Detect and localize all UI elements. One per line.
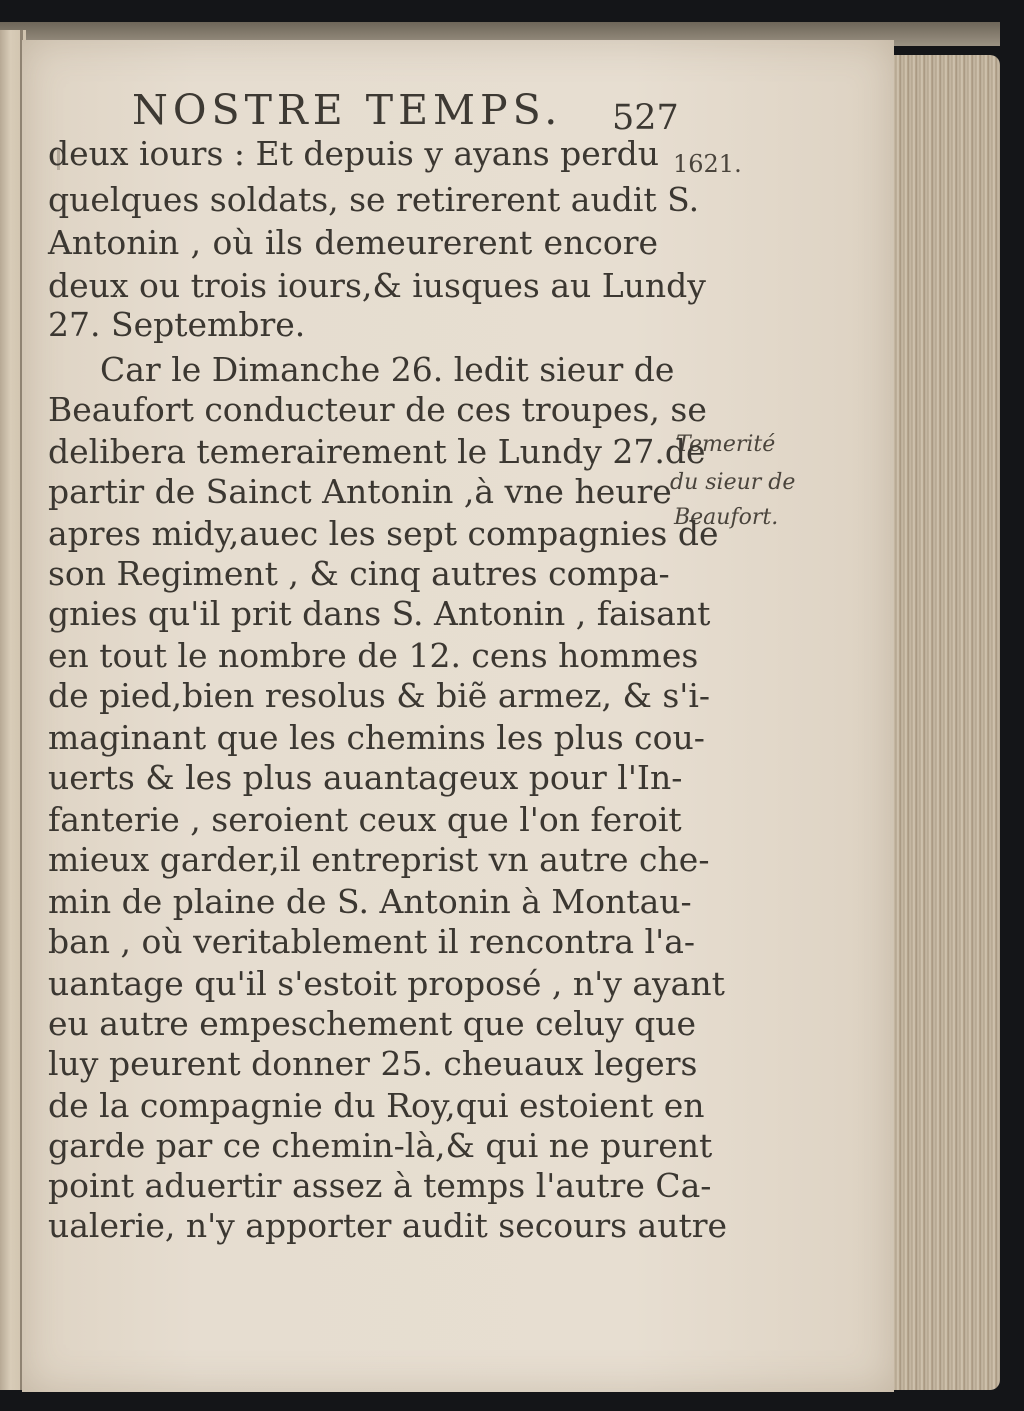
- margin-note-line-2: du sieur de: [670, 470, 796, 495]
- text-line: ualerie, n'y apporter audit secours autre: [48, 1206, 728, 1245]
- text-line: maginant que les chemins les plus cou-: [48, 718, 705, 757]
- running-title: NOSTRE TEMPS.: [132, 86, 563, 134]
- text-line: point aduertir assez à temps l'autre Ca-: [48, 1166, 712, 1205]
- text-line: luy peurent donner 25. cheuaux legers: [48, 1044, 698, 1083]
- text-line: uantage qu'il s'estoit proposé , n'y ayant: [48, 964, 725, 1003]
- text-line: delibera temerairement le Lundy 27.de: [48, 432, 706, 471]
- text-line: min de plaine de S. Antonin à Montau-: [48, 882, 692, 921]
- margin-year: 1621.: [673, 150, 742, 178]
- text-line: gnies qu'il prit dans S. Antonin , faisant: [48, 594, 711, 633]
- text-line: Beaufort conducteur de ces troupes, se: [48, 390, 707, 429]
- text-line: deux ou trois iours,& iusques au Lundy: [48, 266, 706, 305]
- text-line: deux iours : Et depuis y ayans perdu: [48, 134, 659, 173]
- margin-note-line-1: Temerité: [676, 432, 776, 457]
- text-line: 27. Septembre.: [48, 305, 306, 344]
- text-line: mieux garder,il entreprist vn autre che-: [48, 840, 710, 879]
- text-line: de pied,bien resolus & biẽ armez, & s'i-: [48, 676, 711, 715]
- text-line: son Regiment , & cinq autres compa-: [48, 554, 670, 593]
- margin-note-line-3: Beaufort.: [674, 505, 779, 530]
- text-line: Antonin , où ils demeurerent encore: [48, 223, 658, 262]
- text-line: en tout le nombre de 12. cens hommes: [48, 636, 699, 675]
- text-line: uerts & les plus auantageux pour l'In-: [48, 758, 683, 797]
- text-line: de la compagnie du Roy,qui estoient en: [48, 1086, 705, 1125]
- text-line: fanterie , seroient ceux que l'on feroit: [48, 800, 682, 839]
- text-line: apres midy,auec les sept compagnies de: [48, 514, 719, 553]
- text-line: garde par ce chemin-là,& qui ne purent: [48, 1126, 713, 1165]
- text-line: Car le Dimanche 26. ledit sieur de: [100, 350, 675, 389]
- text-line: partir de Sainct Antonin ,à vne heure: [48, 472, 672, 511]
- page-number: 527: [612, 98, 679, 138]
- text-line: eu autre empeschement que celuy que: [48, 1004, 697, 1043]
- text-line: ban , où veritablement il rencontra l'a-: [48, 922, 696, 961]
- text-line: quelques soldats, se retirerent audit S.: [48, 180, 700, 219]
